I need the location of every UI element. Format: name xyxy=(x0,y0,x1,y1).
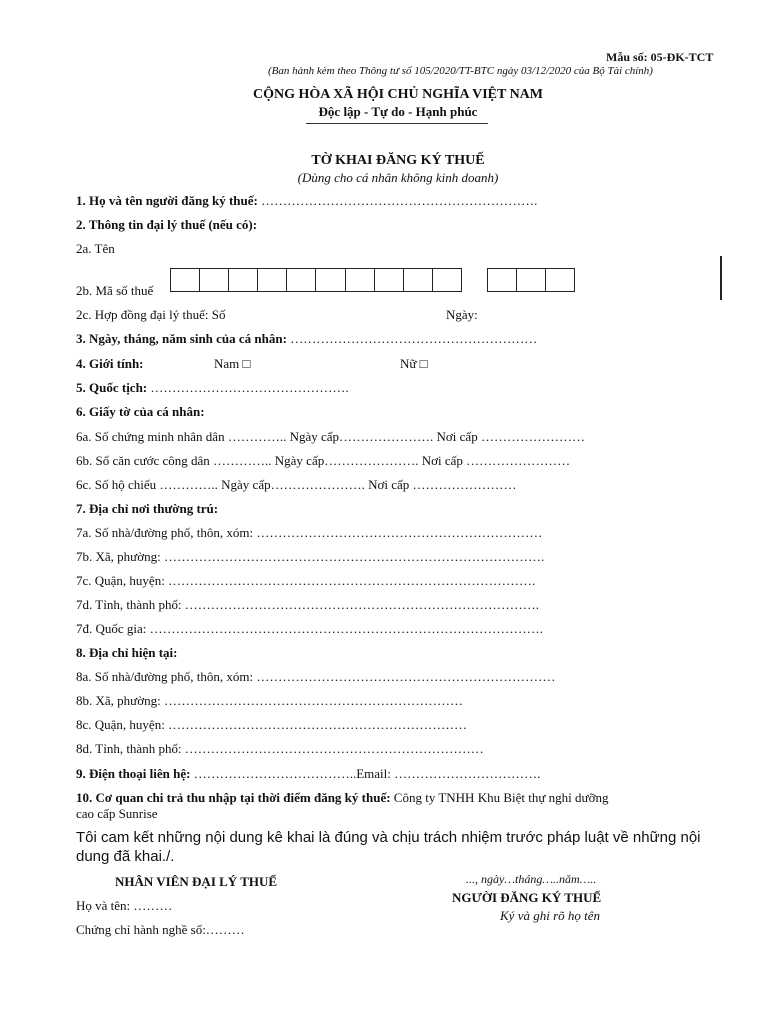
gender-female-checkbox[interactable]: Nữ □ xyxy=(400,356,428,371)
tax-code-digit[interactable] xyxy=(488,269,517,291)
agent-title: NHÂN VIÊN ĐẠI LÝ THUẾ xyxy=(115,874,278,889)
field-2a: 2a. Tên xyxy=(76,241,115,256)
agent-certificate[interactable]: Chứng chỉ hành nghề số:……… xyxy=(76,922,245,937)
field-7dd[interactable]: 7đ. Quốc gia: ………………………………………………………………………………. xyxy=(76,621,543,636)
agent-name[interactable]: Họ và tên: ……… xyxy=(76,898,173,913)
field-1 xyxy=(76,193,537,209)
tax-code-digit[interactable] xyxy=(404,269,433,291)
tax-code-digit[interactable] xyxy=(375,269,404,291)
form-subtitle: (Dùng cho cá nhân không kinh doanh) xyxy=(297,170,499,185)
field-8a[interactable]: 8a. Số nhà/đường phố, thôn, xóm: …………………………………………………………… xyxy=(76,669,556,684)
field-5-input[interactable]: ………………………………………. xyxy=(150,380,349,395)
field-8-label: 8. Địa chỉ hiện tại: xyxy=(76,645,178,660)
field-10 xyxy=(76,790,608,806)
field-10-value[interactable]: Công ty TNHH Khu Biệt thự nghỉ dưỡng xyxy=(393,790,609,805)
field-5-label: 5. Quốc tịch: xyxy=(76,380,148,395)
field-8d[interactable]: 8d. Tỉnh, thành phố: …………………………………………………………… xyxy=(76,741,484,756)
field-9 xyxy=(76,766,540,782)
field-2-label: 2. Thông tin đại lý thuế (nếu có): xyxy=(76,217,258,232)
field-3 xyxy=(76,331,537,347)
field-6a[interactable]: 6a. Số chứng minh nhân dân ………….. Ngày cấp…………………. Nơi cấp …………………… xyxy=(76,429,585,444)
tax-code-digit[interactable] xyxy=(258,269,287,291)
tax-code-digit[interactable] xyxy=(200,269,229,291)
tax-code-digit[interactable] xyxy=(546,269,574,291)
tax-code-digit[interactable] xyxy=(229,269,258,291)
motto: Độc lập - Tự do - Hạnh phúc xyxy=(318,104,478,119)
registrant-title: NGƯỜI ĐĂNG KÝ THUẾ xyxy=(452,890,602,905)
tax-code-digit[interactable] xyxy=(287,269,316,291)
tax-code-boxes-main[interactable] xyxy=(170,268,462,292)
field-7b[interactable]: 7b. Xã, phường: ……………………………………………………………………………. xyxy=(76,549,545,564)
field-2b-label: 2b. Mã số thuế xyxy=(76,283,154,298)
registrant-note: Ký và ghi rõ họ tên xyxy=(500,908,601,923)
date-line: ..., ngày…tháng…..năm….. xyxy=(466,872,597,886)
field-9-input[interactable]: ………………………………..Email: ……………………………. xyxy=(193,766,541,781)
form-code: Mẫu số: 05-ĐK-TCT xyxy=(606,50,714,64)
declaration-line-1: Tôi cam kết những nội dung kê khai là đúng và chịu trách nhiệm trước pháp luật về những nội xyxy=(76,829,701,846)
tax-code-digit[interactable] xyxy=(316,269,345,291)
field-7d[interactable]: 7d. Tỉnh, thành phố: ………………………………………………………………………. xyxy=(76,597,540,612)
field-1-input[interactable]: ………………………………………………………. xyxy=(261,193,538,208)
gender-male-checkbox[interactable]: Nam □ xyxy=(214,356,251,371)
field-3-label: 3. Ngày, tháng, năm sinh của cá nhân: xyxy=(76,331,287,346)
tax-code-digit[interactable] xyxy=(433,269,461,291)
field-9-label: 9. Điện thoại liên hệ: xyxy=(76,766,191,781)
field-2c-label: 2c. Hợp đồng đại lý thuế: Số xyxy=(76,307,226,322)
field-6b[interactable]: 6b. Số căn cước công dân ………….. Ngày cấp…………………. Nơi cấp …………………… xyxy=(76,453,571,468)
form-title: TỜ KHAI ĐĂNG KÝ THUẾ xyxy=(311,153,485,168)
field-7a[interactable]: 7a. Số nhà/đường phố, thôn, xóm: ………………………………………………………… xyxy=(76,525,543,540)
declaration-line-2: dung đã khai./. xyxy=(76,848,175,865)
country-name: CỘNG HÒA XÃ HỘI CHỦ NGHĨA VIỆT NAM xyxy=(252,87,543,102)
tax-code-boxes-suffix[interactable] xyxy=(487,268,575,292)
motto-underline xyxy=(306,123,488,124)
field-3-input[interactable]: ………………………………………………… xyxy=(290,331,538,346)
field-4-label: 4. Giới tính: xyxy=(76,356,144,371)
tax-code-digit[interactable] xyxy=(346,269,375,291)
field-7c[interactable]: 7c. Quận, huyện: …………………………………………………………………………. xyxy=(76,573,536,588)
field-6c[interactable]: 6c. Số hộ chiếu ………….. Ngày cấp…………………. Nơi cấp …………………… xyxy=(76,477,517,492)
tax-code-digit[interactable] xyxy=(517,269,546,291)
issued-note: (Ban hành kèm theo Thông tư số 105/2020/TT-BTC ngày 03/12/2020 của Bộ Tài chính) xyxy=(268,65,653,77)
field-10-label: 10. Cơ quan chi trả thu nhập tại thời điểm đăng ký thuế: xyxy=(76,790,391,805)
field-8b[interactable]: 8b. Xã, phường: …………………………………………………………… xyxy=(76,693,463,708)
field-10-value-cont[interactable]: cao cấp Sunrise xyxy=(76,806,158,821)
field-1-label: 1. Họ và tên người đăng ký thuế: xyxy=(76,193,258,208)
field-7-label: 7. Địa chỉ nơi thường trú: xyxy=(76,501,219,516)
field-2c-date: Ngày: xyxy=(446,307,478,322)
field-5 xyxy=(76,380,349,396)
tax-code-digit[interactable] xyxy=(171,269,200,291)
field-8c[interactable]: 8c. Quận, huyện: …………………………………………………………… xyxy=(76,717,468,732)
field-6-label: 6. Giấy tờ của cá nhân: xyxy=(76,404,205,419)
margin-bar xyxy=(720,256,722,300)
